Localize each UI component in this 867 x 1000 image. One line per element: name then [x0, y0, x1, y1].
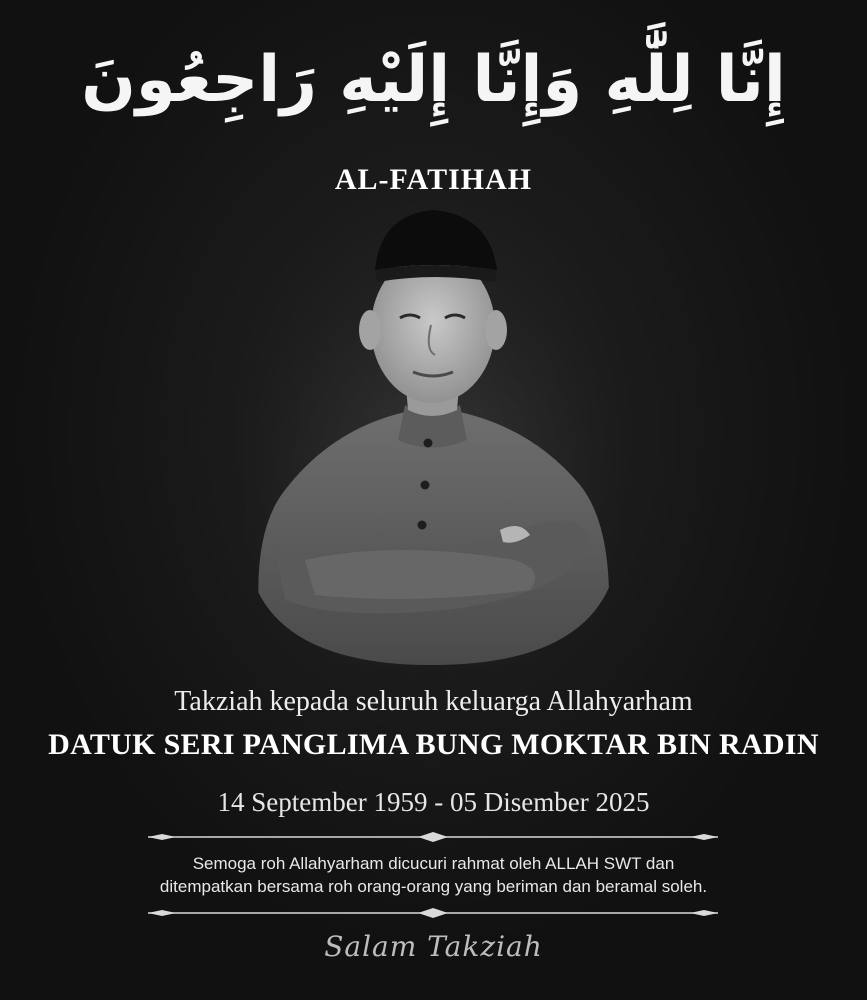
prayer-line-1: Semoga roh Allahyarham dicucuri rahmat oleh ALLAH SWT dan: [192, 854, 675, 873]
ornament-divider-bottom: [148, 908, 718, 918]
portrait-photo: [245, 200, 620, 665]
ornament-divider-top: [148, 832, 718, 842]
signoff-signature: Salam Takziah: [324, 930, 543, 963]
deceased-name: DATUK SERI PANGLIMA BUNG MOKTAR BIN RADIN: [48, 728, 819, 761]
tribute-line: Takziah kepada seluruh keluarga Allahyarham: [174, 686, 693, 717]
prayer-text: [0, 852, 867, 898]
life-dates: 14 September 1959 - 05 Disember 2025: [217, 787, 650, 817]
poster-title: AL-FATIHAH: [334, 163, 533, 196]
arabic-calligraphy: إِنَّا لِلَّٰهِ وَإِنَّا إِلَيْهِ رَاجِعُونَ: [81, 43, 786, 117]
prayer-line-2: ditempatkan bersama roh orang-orang yang beriman dan beramal soleh.: [159, 877, 708, 896]
